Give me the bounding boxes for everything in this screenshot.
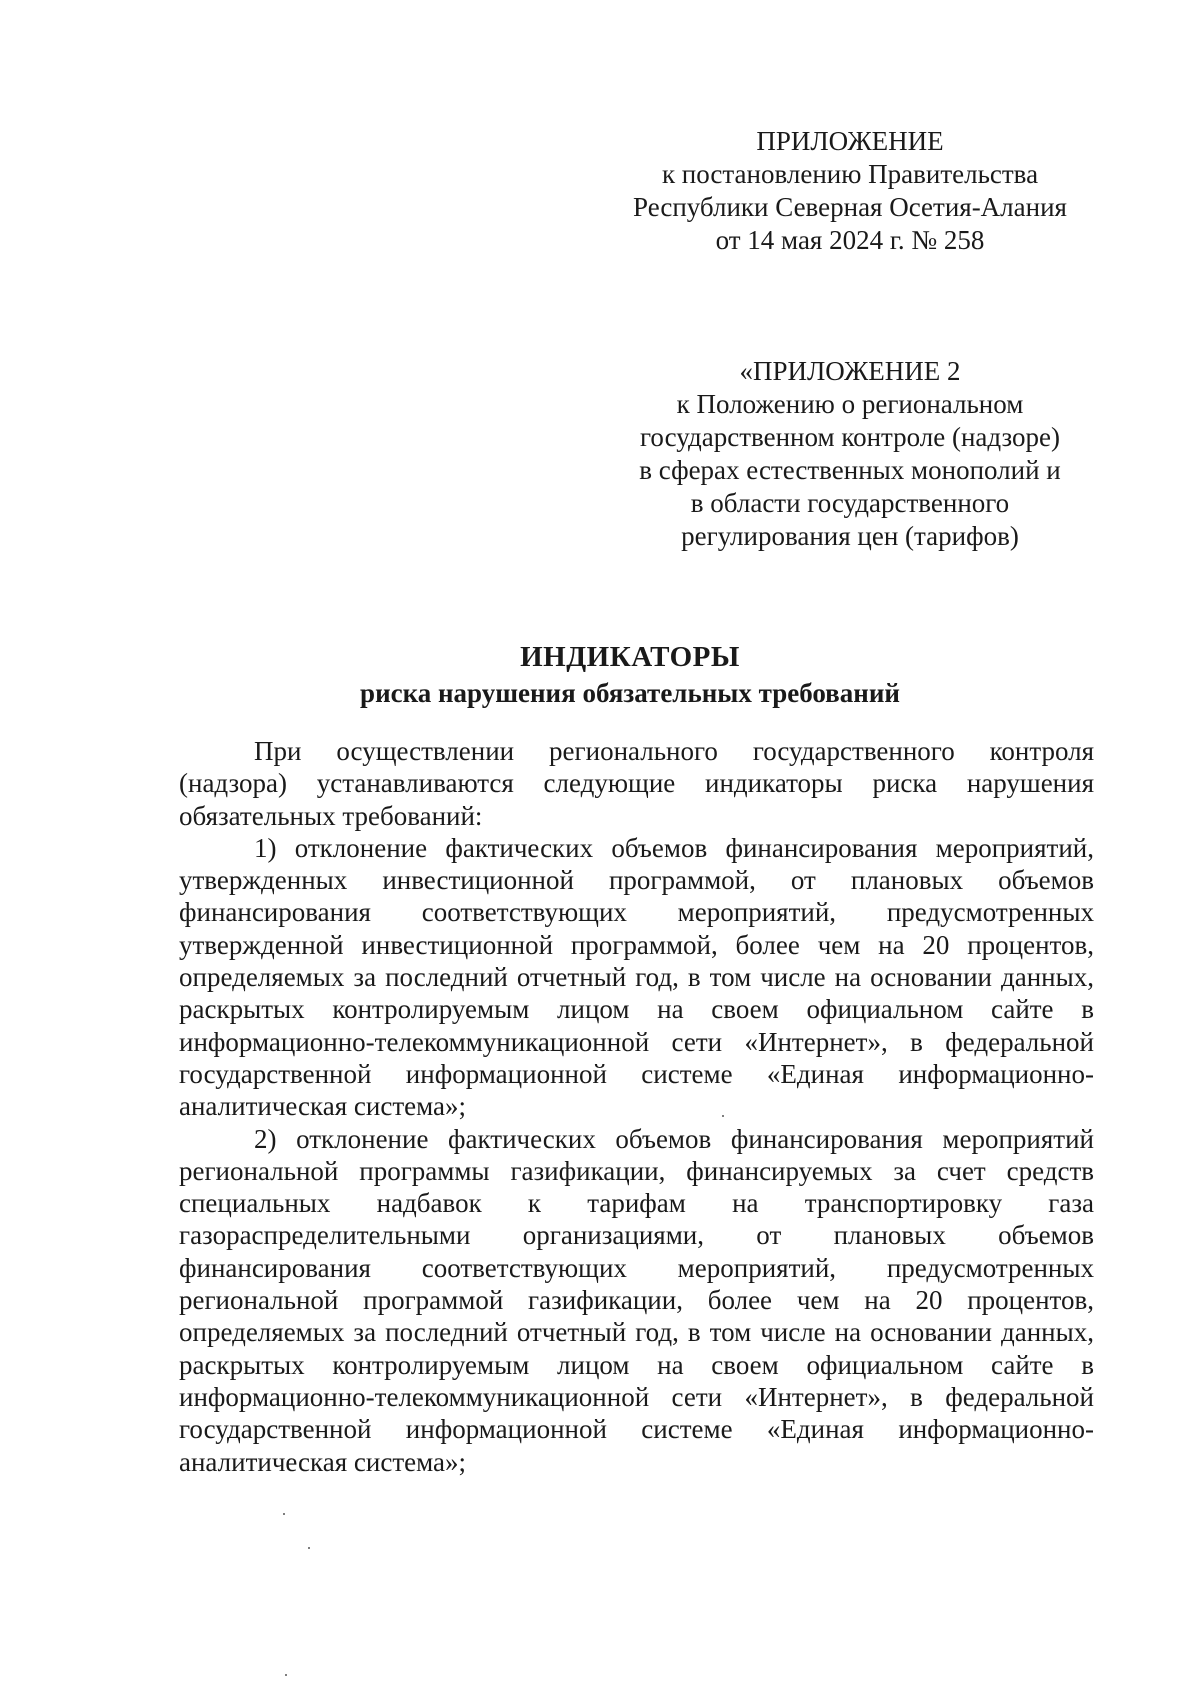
appendix-2-line: регулирования цен (тарифов) [681,521,1019,551]
appendix-2-header [590,355,1110,553]
appendix-header-line: к постановлению Правительства [661,159,1039,189]
scan-speck [308,1547,310,1549]
appendix-header-line: от 14 мая 2024 г. № 258 [715,225,985,255]
appendix-header [590,125,1110,257]
indicator-item-1: 1) отклонение фактических объемов финансирования мероприятий, утвержденных инвестиционной программой, от плановых объемов финансирования соответствующих мероприятий, предусмотренных утвержденной инвестиционной программой, более чем на 20 процентов, определяемых за последний отчетный год, в том числе на основании данных, раскрытых контролируемым лицом на своем официальном сайте в информационно-телекоммуникационной сети «Интернет», в федеральной государственной информационной системе «Единая информационно-аналитическая система»; [179,832,1094,1122]
appendix-2-line: в сферах естественных монополий и [639,455,1061,485]
document-title: ИНДИКАТОРЫ [520,641,740,673]
document-subtitle: риска нарушения обязательных требований [360,678,900,708]
document-body [179,735,1094,1478]
scan-speck [283,1513,285,1515]
appendix-header-line: Республики Северная Осетия-Алания [633,192,1067,222]
scan-speck [285,1674,287,1676]
indicator-item-2: 2) отклонение фактических объемов финансирования мероприятий региональной программы газификации, финансируемых за счет средств специальных надбавок к тарифам на транспортировку газа газораспределительными организациями, от плановых объемов финансирования соответствующих мероприятий, предусмотренных региональной программой газификации, более чем на 20 процентов, определяемых за последний отчетный год, в том числе на основании данных, раскрытых контролируемым лицом на своем официальном сайте в информационно-телекоммуникационной сети «Интернет», в федеральной государственной информационной системе «Единая информационно-аналитическая система»; [179,1123,1094,1477]
scan-speck [722,1115,724,1117]
intro-paragraph: При осуществлении регионального государственного контроля (надзора) устанавливаются следующие индикаторы риска нарушения обязательных требований: [179,736,1094,831]
document-title-block [0,640,1200,710]
appendix-2-line: государственном контроле (надзоре) [640,422,1060,452]
appendix-2-line: в области государственного [690,488,1010,518]
appendix-2-line: «ПРИЛОЖЕНИЕ 2 [739,356,961,386]
appendix-header-line: ПРИЛОЖЕНИЕ [756,126,944,156]
appendix-2-line: к Положению о региональном [676,389,1024,419]
